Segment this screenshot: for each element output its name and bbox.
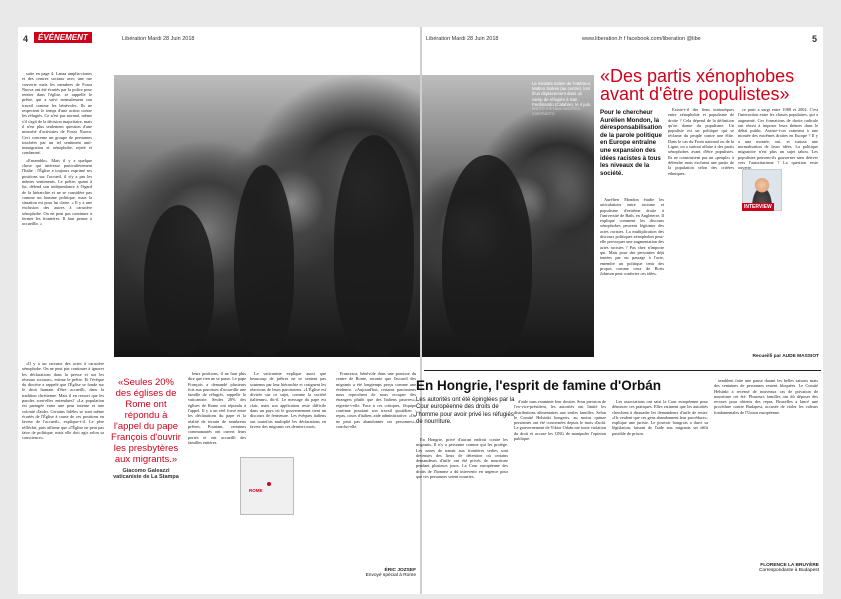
map-location-dot	[267, 482, 271, 486]
pull-quote	[110, 377, 182, 480]
interview-byline-text: Recueilli par AUDE MASSIOT	[752, 354, 819, 359]
left-issue-line: Libération Mardi 28 Juin 2018	[122, 36, 195, 42]
hungary-column-4	[714, 378, 818, 558]
left-column-5	[336, 371, 416, 567]
left-col1-para-b: «Ensemble». Mais il y a quelque chose qui intéresse particulièrement l'Italie : l'Église a toujours exprimé ses positions sur l'accueil, il n'y a pas les mêmes sentiments. Le prêtre, quant à lui, défend son indépendance à l'égard de la hiérarchie et ne se considère pas comme un homme politique, mais la situation est pour lui claire. « Il y a une exclusion des autres à caractère xénophobe. On ne peut pas continuer à fermer les frontières. Il faut penser à accueillir. »	[22, 157, 92, 227]
left-byline	[326, 568, 416, 578]
interview-column-3a	[738, 107, 818, 171]
left-header	[18, 27, 420, 49]
left-byline-name: ÉRIC JOZSEF	[384, 568, 416, 573]
hungary-deck: Les autorités ont été épinglées par la Cour européenne des droits de l'homme pour avoir privé les réfugiés de nourriture.	[416, 397, 515, 426]
main-photo-right	[422, 75, 594, 357]
hungary-col1-para: En Hongrie, privé d'aucun endroit contre les migrants. Il n'y a personne comme qui les protège. Les zones de transit aux frontières serbes sont devenues des lieux de détention où certains demandeurs d'asile ont été privés de nourriture pendant plusieurs jours. La Cour européenne des droits de l'homme a dû intervenir en urgence pour que ces personnes soient nourries.	[416, 437, 508, 480]
left-page	[18, 27, 420, 594]
map-inset	[240, 457, 294, 515]
left-byline-role: Envoyé spécial à Rome	[365, 573, 416, 578]
interview-column-1	[600, 197, 664, 362]
right-page-number: 5	[811, 34, 817, 44]
interview-tag: INTERVIEW	[744, 204, 772, 210]
photo-figure-4	[442, 155, 532, 355]
right-header	[422, 27, 823, 49]
section-divider	[424, 370, 821, 371]
left-col2-para: «Il y a un racisme des actes à caractère xénophobe. On ne peut pas continuer à ignorer les déclarations dans la presse et sur les réseaux sociaux», estime le prêtre. Et l'évêque du diocèse a rappelé que l'Église se fonde sur le droit humain d'être accueilli, dans la tradition chrétienne. Mais il en ressort que les paroles sont-elles entendues? «La population est partagée entre une peur intense et une volonté d'aider. Certains fidèles se sont même écartés de l'Église à cause de ces positions en faveur de l'accueil», explique-t-il. Le père réfléchit, puis affirme que «l'Église ne peut pas faire de politique, mais elle doit agir selon sa conscience».	[22, 361, 104, 441]
right-page	[416, 27, 823, 594]
section-tag: ÉVÉNEMENT	[34, 32, 92, 43]
main-photo-left	[114, 75, 420, 357]
hungary-column-3	[612, 399, 708, 589]
hungary-col2-para: d'aide sans examiner leur dossier. Sous pression de l'ex-vice-président, les autorités ont limité les distributions alimentaires aux seules familles. Selon le Comité Helsinki hongrois, au moins quinze personnes ont été concernées depuis le mois d'août. Le gouvernement de Viktor Orbán nie toute violation du droit et accuse les ONG de manipuler l'opinion publique.	[514, 399, 606, 442]
interview-deck: Pour le chercheur Aurélien Mondon, la déresponsabilisation de la parole politique en Europe entraîne une expansion des idées racistes à tous les niveaux de la société.	[600, 109, 662, 177]
interview-col3-para: ce parti a surgi entre 1988 et 2002. C'est l'interaction entre les classes populaires, qui a augmenté. Ces formations de droite radicale ont réussi à imposer leurs thèmes dans le débat public. Assiste-t-on vraiment à une montée des extrêmes droites en Europe ? Il y a une montée, oui, et surtout une normalisation de leurs idées. La politique migratoire n'est plus un sujet tabou. Les populistes peuvent-ils gouverner sans dériver vers l'autoritarisme ? La question reste ouverte.	[738, 107, 818, 171]
left-col1-para-a: suite en page 4. Lanza amplia-ciones et des centres sociaux avec une rue couverte mais les membres de Forza Nuova ont été écartés par la police pour rentrer dans l'église, se rappelle le prêtre, qui a suivi normalement son travail comme les bénévoles. Ils ne respectent le temps d'une action contre les réfugiés. Ce n'est pas normal, même s'il s'agit de la décision majoritaire, mais il n'est plus seulement question d'une minorité d'activistes de Forza Nuova. Ceci concerne un groupe de personnes touchées par un tel sentiment anti-immigration et xénophobe, rejeté et condamné.	[22, 71, 92, 156]
photo-figure-1	[144, 205, 214, 355]
photo-figure-2	[234, 165, 294, 355]
left-column-2	[22, 361, 104, 587]
pull-quote-text: «Seules 20% des églises de Rome ont répondu à l'appel du pape François d'ouvrir les presbytères aux migrants.»	[111, 377, 181, 465]
interview-column-2	[668, 107, 734, 362]
hungary-column-1	[416, 437, 508, 589]
right-web-line: www.liberation.fr f facebook.com/liberation @libe	[582, 36, 701, 42]
interview-col2-para: Existe-t-il des liens intrinsèques entre xénophobie et populisme de droite ? Cela dépend de la définition qu'on donne du populisme. Un populiste est un politique qui se réclame du peuple contre une élite. Dans le cas du Front national ou de la Ligue, on a surtout affaire à des partis xénophobes avant d'être populistes. Ils ne construisent pas un «peuple» à défendre mais excluent une partie de la population selon des critères ethniques.	[668, 107, 734, 176]
left-column-3	[188, 371, 246, 587]
left-page-number: 4	[23, 34, 29, 44]
map-city-label: ROME	[249, 488, 263, 493]
photo-caption	[532, 81, 592, 117]
hungary-byline	[719, 563, 819, 573]
pull-quote-source: Giacomo Galeazzi vaticaniste de La Stampa	[113, 468, 179, 480]
interview-headline: «Des partis xénophobes avant d'être populistes»	[600, 66, 795, 104]
photo-caption-text: Le ministre italien de l'Intérieur, Matteo Salvini (au centre), lors d'un déplacement dans un camp de réfugiés à San Ferdinando (Calabre), le 4 juin.	[532, 81, 592, 107]
right-issue-line: Libération Mardi 28 Juin 2018	[426, 36, 499, 42]
hungary-byline-name: FLORENCE LA BRUYÈRE	[760, 563, 819, 568]
hungary-byline-role: Correspondante à Budapest	[758, 568, 819, 573]
hungary-headline: En Hongrie, l'esprit de famine d'Orbán	[416, 378, 661, 393]
photo-credit: PHOTO STEFANO MONTESI. CONTRASTO	[532, 107, 581, 117]
photo-figure-3	[334, 135, 414, 355]
hungary-column-2	[514, 399, 606, 589]
left-col3-para: leurs positions, il ne faut plus dire que rien ne se passe. Le pape François a demandé plusieurs fois aux paroisses d'accueillir une famille de réfugiés, rappelle le vaticaniste. Seules 20% des églises de Rome ont répondu à l'appel. Il y a un réel fossé entre les déclarations du pape et la réalité de terrain de nombreux prêtres. Pourtant, certaines communautés ont ouvert leurs portes et ont accueilli des familles entières.	[188, 371, 246, 445]
interview-col1-para: Aurélien Mondon étudie les articulations entre racisme et populisme d'extrême droite à l'université de Bath, en Angleterre. Il explique comment les discours xénophobes peuvent légitimer des actes racistes. La multiplication des discours politiques xénophobes peut-elle provoquer une augmentation des actes racistes ? Pas chez n'importe qui. Mais pour des personnes déjà tentées par un passage à l'acte, entendre un politique tenir des propos comme ceux de Boris Johnson peut conforter ces idées.	[600, 197, 664, 277]
hungary-col3-para: Les associations ont saisi la Cour européenne pour dénoncer ces pratiques. Elles estiment que les autorités cherchent à dissuader les demandeurs d'asile de rester. «Ils veulent que ces gens abandonnent leur procédure», explique une juriste. Le pouvoir hongrois a durci sa législation, faisant de l'aide aux migrants un délit passible de prison.	[612, 399, 708, 436]
hungary-col4-para: semblent faire une pause durant les belles saisons mais des centaines de personnes restent bloquées. Le Comité Helsinki a recensé de nouveaux cas de privation de nourriture cet été. Plusieurs familles ont dû déposer des recours pour obtenir des repas. Bruxelles a lancé une procédure contre Budapest, accusée de violer les valeurs fondamentales de l'Union européenne.	[714, 378, 818, 415]
left-col5-para: Francesca, bénévole dans une paroisse du centre de Rome, raconte que l'accueil des migrants a été longtemps perçu comme une évidence. «Aujourd'hui, certains paroissiens nous reprochent de nous occuper des étrangers plutôt que des Italiens pauvres», regrette-t-elle. Face à ces critiques, l'équipe continue pourtant son travail quotidien : repas, cours d'italien, aide administrative. «On ne peut pas abandonner ces personnes», conclut-elle.	[336, 371, 416, 429]
interview-byline	[719, 354, 819, 359]
left-column-4	[250, 371, 326, 455]
left-column-1	[22, 71, 92, 351]
left-col4-para: Le vaticaniste explique aussi que beaucoup de prêtres ne se sentent pas soutenus par leur hiérarchie et craignent les réactions de leurs paroissiens. «L'Église est divisée sur ce sujet, comme la société italienne», dit-il. Le message du pape est clair, mais son application reste difficile dans un pays où le gouvernement tient un discours de fermeture. Les évêques italiens ont toutefois multiplié les déclarations en faveur des migrants ces derniers mois.	[250, 371, 326, 429]
